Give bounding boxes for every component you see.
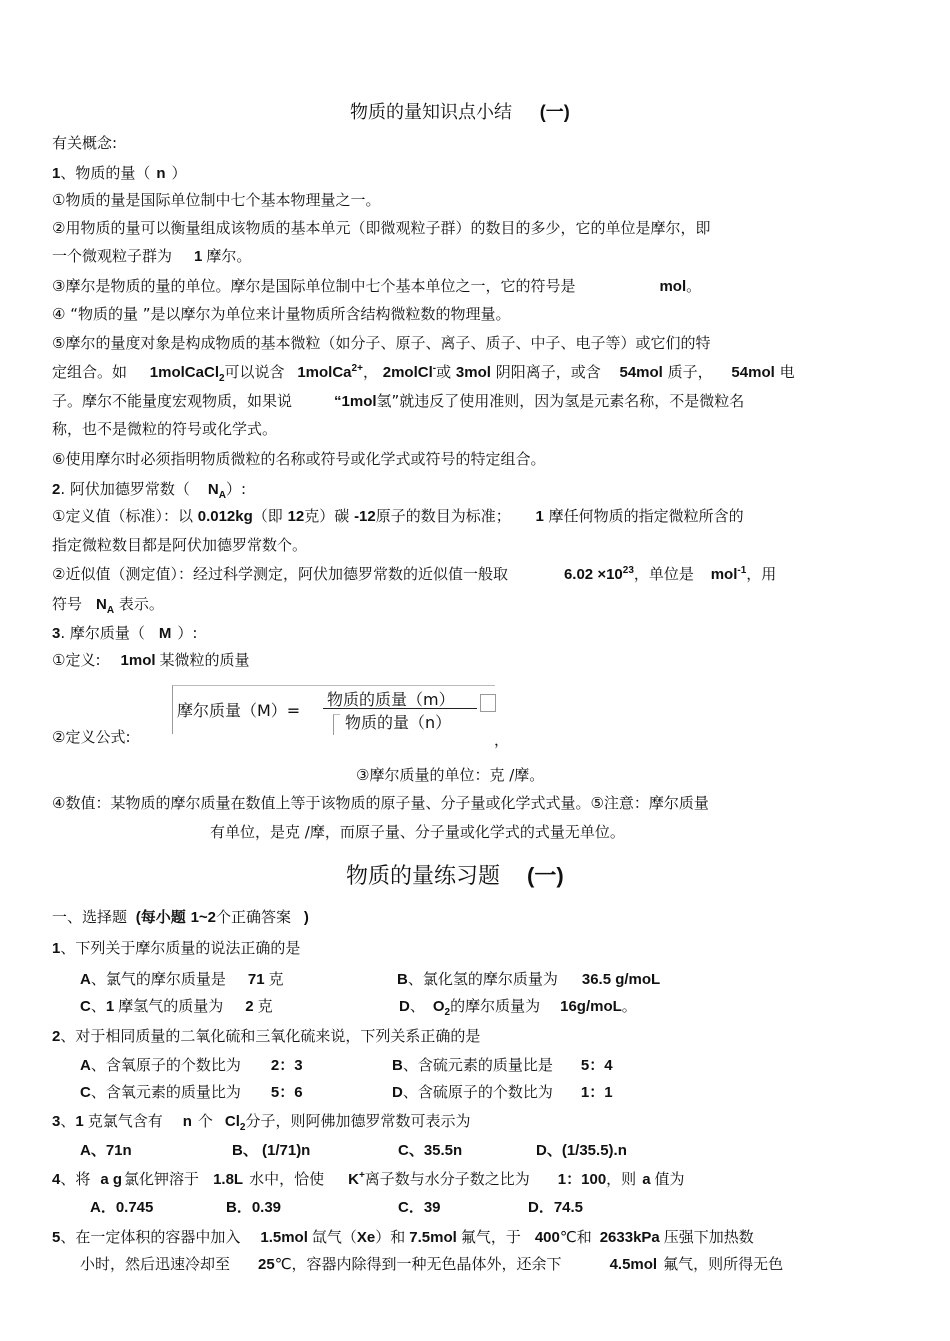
question-5 [52,1227,754,1248]
q4-option-b: B．0.39 [226,1199,282,1216]
q5-t9: ℃和 [559,1228,592,1246]
q5-l2-t1: 小时，然后迅速冷却至 [80,1255,231,1273]
section-2-num: 2 [52,481,61,498]
s2-p1-t3: 克）碳 [304,507,350,525]
section-1-symbol: n [156,165,166,182]
s3-p5: 有单位，是克 /摩，而原子量、分子量或化学式的式量无单位。 [210,823,625,841]
q2-a-letter: A [80,1057,91,1074]
section-choice-note-d: ) [303,909,309,926]
q1-option-d [399,996,637,1017]
s1-p5c-t2: 氢”就违反了使用准则，因为氢是元素名称，不是微粒名 [376,392,745,410]
q5-t7: 氟气，于 [460,1228,521,1246]
q2-option-c [80,1082,303,1103]
s1-p5b [52,362,795,383]
summary-title-suffix: (一) [539,102,570,122]
q2-c-ratio: 5：6 [270,1084,303,1101]
s2-p2-t3: ，用 [746,565,777,583]
molar-mass-formula [172,685,495,734]
q2-option-a [80,1055,303,1076]
q1-c-val: 2 [245,998,254,1015]
q2-b-text: 、含硫元素的质量比是 [402,1056,553,1074]
q2-d-ratio: 1：1 [580,1084,613,1101]
section-3-num: 3 [52,625,61,642]
formula-frame [333,714,340,735]
q3-num: 3 [52,1113,61,1130]
q2-num: 2 [52,1028,61,1045]
q1-text: 、下列关于摩尔质量的说法正确的是 [60,939,301,957]
s1-p5a: ⑤摩尔的量度对象是构成物质的基本微粒（如分子、原子、离子、质子、中子、电子等）或它们的特 [52,334,711,352]
q5-xe-mol: 1.5mol [260,1229,308,1246]
q4-t3: 氯化钾溶于 [124,1170,200,1188]
q5-t5: ）和 [375,1228,406,1246]
s1-p6: ⑥使用摩尔时必须指明物质微粒的名称或符号或化学式或符号的特定组合。 [52,450,546,468]
q3-option-b: B、 (1/71)n [232,1142,311,1159]
s2-p1-12: 12 [287,508,305,525]
s2-p2b-n: N [96,596,107,613]
exercises-title-text: 物质的量练习题 [346,864,501,889]
section-2-close: ）: [225,480,247,498]
q1-d-value: 16g/moL [560,998,622,1015]
q1-b-text: 、氯化氢的摩尔质量为 [407,970,558,988]
section-choice-title: 一、选择题 [52,908,128,926]
q2-text: 、对于相同质量的二氧化硫和三氧化硫来说，下列关系正确的是 [60,1027,481,1045]
q4-option-a: A．0.745 [90,1199,154,1216]
q2-option-d [392,1082,613,1103]
q4-k: K [348,1171,359,1188]
q4-option-c: C．39 [398,1199,441,1216]
s1-p5b-t2: 可以说含 [224,363,285,381]
question-3 [52,1111,470,1132]
s2-p2b-t2: 表示。 [118,595,164,613]
s1-p5b-sup2: 2+ [351,363,363,374]
q5-num: 5 [52,1229,61,1246]
q2-b-letter: B [392,1057,403,1074]
q5-pressure: 2633kPa [599,1229,660,1246]
section-3-heading [52,623,197,644]
section-1-title: 、物质的量（ [60,164,151,182]
s2-p2-value: 6.02 ×10 [563,566,623,583]
s2-p1-t5: 摩任何物质的指定微粒所含的 [548,507,744,525]
q3-n: n [182,1113,192,1130]
q3-t5: 个 [197,1112,213,1130]
s2-p1-t1: ①定义值（标准）：以 [52,507,193,525]
q1-c-sep: 、 [90,997,106,1015]
question-2 [52,1026,480,1047]
s1-p2b [52,246,251,267]
s3-p1 [52,650,250,671]
q4-num: 4 [52,1171,61,1188]
section-2-heading [52,479,246,500]
s1-p2b-unit: 摩尔。 [206,247,252,265]
q4-t12: 值为 [654,1170,685,1188]
s1-p5b-54a: 54mol [619,364,663,381]
q5-t3: 氙气（ [311,1228,357,1246]
s2-p2-unit: mol [710,566,738,583]
s2-p2-exp: 23 [622,565,634,576]
q1-d-end: 。 [621,997,637,1015]
formula-numerator: 物质的质量（m） [327,690,455,709]
s3-p2-comma: ， [494,731,510,749]
s2-p1-t4: 原子的数目为标准； [375,507,511,525]
s2-p1 [52,506,744,527]
section-2-title: . 阿伏加德罗常数（ [60,480,190,498]
s2-p2-t1: ②近似值（测定值）：经过科学测定，阿伏加德罗常数的近似值一般取 [52,565,508,583]
q4-t8: 离子数与水分子数之比为 [364,1170,530,1188]
q2-c-letter: C [80,1084,91,1101]
section-1-close: ） [171,164,187,182]
q5-l2-temp: 25 [258,1256,275,1273]
s2-p2-t2: ，单位是 [633,565,694,583]
q2-a-text: 、含氧原子的个数比为 [90,1056,241,1074]
q1-a-text: 、氯气的摩尔质量是 [90,970,226,988]
s1-p5b-proton: 质子， [667,363,713,381]
s1-p2b-text: 一个微观粒子群为 [52,247,173,265]
q5-l2-mol: 4.5mol [609,1256,658,1273]
q3-sep: 、 [60,1112,76,1130]
s2-p1b: 指定微粒数目都是阿伏加德罗常数个。 [52,536,308,554]
s1-p3-end: 。 [686,277,702,295]
s1-p5c-t1: 子。摩尔不能量度宏观物质，如果说 [52,392,293,410]
s3-p2: ②定义公式: [52,728,131,746]
section-choice-note-a: (每小题 [135,909,186,926]
q3-cl: Cl [224,1113,240,1130]
q2-option-b [392,1055,613,1076]
q3-option-a: A、71n [80,1142,132,1159]
q4-plus: + [358,1170,365,1181]
q1-d-letter: D [399,998,410,1015]
q5-l2-t5: 氟气，则所得无色 [663,1255,784,1273]
question-5-line-2 [80,1254,783,1275]
q1-option-c [80,996,273,1017]
summary-title-text: 物质的量知识点小结 [350,102,512,123]
q2-d-letter: D [392,1084,403,1101]
s3-p1-1mol: 1mol [120,652,156,669]
s1-p5c [52,391,744,412]
q2-d-text: 、含硫原子的个数比为 [402,1083,553,1101]
s3-p4: ④数值：某物质的摩尔质量在数值上等于该物质的原子量、分子量或化学式式量。⑤注意：摩尔质量 [52,794,709,812]
s1-p2a: ②用物质的量可以衡量组成该物质的基本单元（即微观粒子群）的数目的多少，它的单位是摩尔，即 [52,219,711,237]
s1-p5b-sub2: 2 [218,373,225,384]
q5-f-mol: 7.5mol [409,1229,457,1246]
q1-option-a [80,969,284,990]
q1-option-b [397,969,660,990]
s1-p5b-cl: 2molCl [382,364,433,381]
s1-p5b-3mol: 3mol [455,364,491,381]
q1-a-num: 71 [247,971,265,988]
s1-p5b-54b: 54mol [731,364,775,381]
q1-d-o: O [432,998,445,1015]
exercises-title-suffix: (一) [527,863,564,888]
q1-c-letter: C [80,998,91,1015]
s2-p1-kg: 0.012kg [197,508,253,525]
question-4 [52,1169,685,1190]
section-1-heading [52,163,187,184]
q1-b-letter: B [397,971,408,988]
section-1-num: 1 [52,165,61,182]
q1-a-letter: A [80,971,91,988]
formula-frame-right [480,694,496,712]
s2-p2-unit-exp: -1 [737,565,747,576]
s2-p2b-t1: 符号 [52,595,83,613]
section-3-title: . 摩尔质量（ [60,624,145,642]
q1-d-sub: 2 [444,1007,451,1018]
summary-title [350,102,570,123]
q2-c-text: 、含氧元素的质量比为 [90,1083,241,1101]
s1-p5b-cacl: 1molCaCl [149,364,219,381]
section-2-symbol: N [207,481,219,498]
q4-t1: 、将 [60,1170,91,1188]
s1-p2b-num: 1 [194,248,203,265]
s1-p5b-t1: 定组合。如 [52,363,128,381]
q4-ag: a g [100,1171,123,1188]
section-2-sub: A [218,490,226,501]
s1-p5b-ca: 1molCa [297,364,352,381]
s2-p1-1: 1 [535,508,544,525]
s1-p5b-t3: 阴阳离子，或含 [495,363,601,381]
section-3-close: ）: [177,624,198,642]
s2-p2b [52,594,164,615]
q5-t11: 压强下加热数 [663,1228,754,1246]
q4-t10: ，则 [606,1170,637,1188]
s1-p5b-electron: 电 [779,363,795,381]
section-choice-note-c: 个正确答案 [216,908,292,926]
question-1 [52,938,300,959]
fraction-bar [323,708,477,709]
s1-p5b-or: 或 [436,363,452,381]
s1-p5b-comma: ， [362,363,378,381]
q4-option-d: D．74.5 [528,1199,584,1216]
s2-p1-c12: -12 [354,508,376,525]
s1-p4: ④ “物质的量 ”是以摩尔为单位来计量物质所含结构微粒数的物理量。 [52,305,511,323]
q4-a: a [642,1171,651,1188]
exercises-title [346,862,564,891]
section-choice-note-b: 1~2 [190,909,217,926]
s1-p5d: 称，也不是微粒的符号或化学式。 [52,420,278,438]
q4-vol: 1.8L [213,1171,244,1188]
s3-p1-t1: ①定义: [52,651,101,669]
q1-c-num: 1 [105,998,115,1015]
q5-temp: 400 [534,1229,560,1246]
s2-p2b-sub: A [106,605,115,616]
s1-p3-text: ③摩尔是物质的量的单位。摩尔是国际单位制中七个基本单位之一，它的符号是 [52,277,576,295]
section-3-symbol: M [158,625,172,642]
q1-d-sep: 、 [409,997,425,1015]
s1-p3 [52,276,701,297]
q1-c-text: 摩氢气的质量为 [118,997,224,1015]
q5-xe: Xe [356,1229,376,1246]
q1-b-value: 36.5 g/moL [581,971,661,988]
q1-num: 1 [52,940,61,957]
q3-t3: 克氯气含有 [87,1112,163,1130]
q5-l2-t3: ℃，容器内除得到一种无色晶体外，还余下 [274,1255,562,1273]
formula-denominator: 物质的量（n） [345,713,452,732]
concepts-label: 有关概念: [52,134,118,152]
s2-p1-t2: （即 [252,507,283,525]
s1-p5c-1mol: “1mol [334,393,377,410]
s1-p3-symbol: mol [659,278,687,295]
s3-p1-t2: 某微粒的质量 [159,651,250,669]
s1-p1: ①物质的量是国际单位制中七个基本物理量之一。 [52,191,381,209]
section-choice-heading [52,907,309,928]
q1-d-text: 的摩尔质量为 [450,997,541,1015]
q3-option-c: C、35.5n [398,1142,463,1159]
q2-a-ratio: 2：3 [270,1057,303,1074]
q1-c-unit: 克 [257,997,273,1015]
q3-sub: 2 [239,1122,246,1133]
s2-p2 [52,564,776,585]
formula-left: 摩尔质量（M）= [177,701,301,720]
q3-t8: 分子，则阿佛加德罗常数可表示为 [245,1112,471,1130]
q2-b-ratio: 5：4 [580,1057,613,1074]
s1-p5b-minus: - [432,363,437,374]
q1-a-unit: 克 [268,970,284,988]
q3-option-d: D、(1/35.5).n [536,1142,627,1159]
q4-t5: 水中，恰使 [249,1170,325,1188]
q5-t1: 、在一定体积的容器中加入 [60,1228,241,1246]
q3-one: 1 [75,1113,84,1130]
q4-ratio: 1：100 [557,1171,607,1188]
s3-p3: ③摩尔质量的单位：克 /摩。 [356,766,545,784]
